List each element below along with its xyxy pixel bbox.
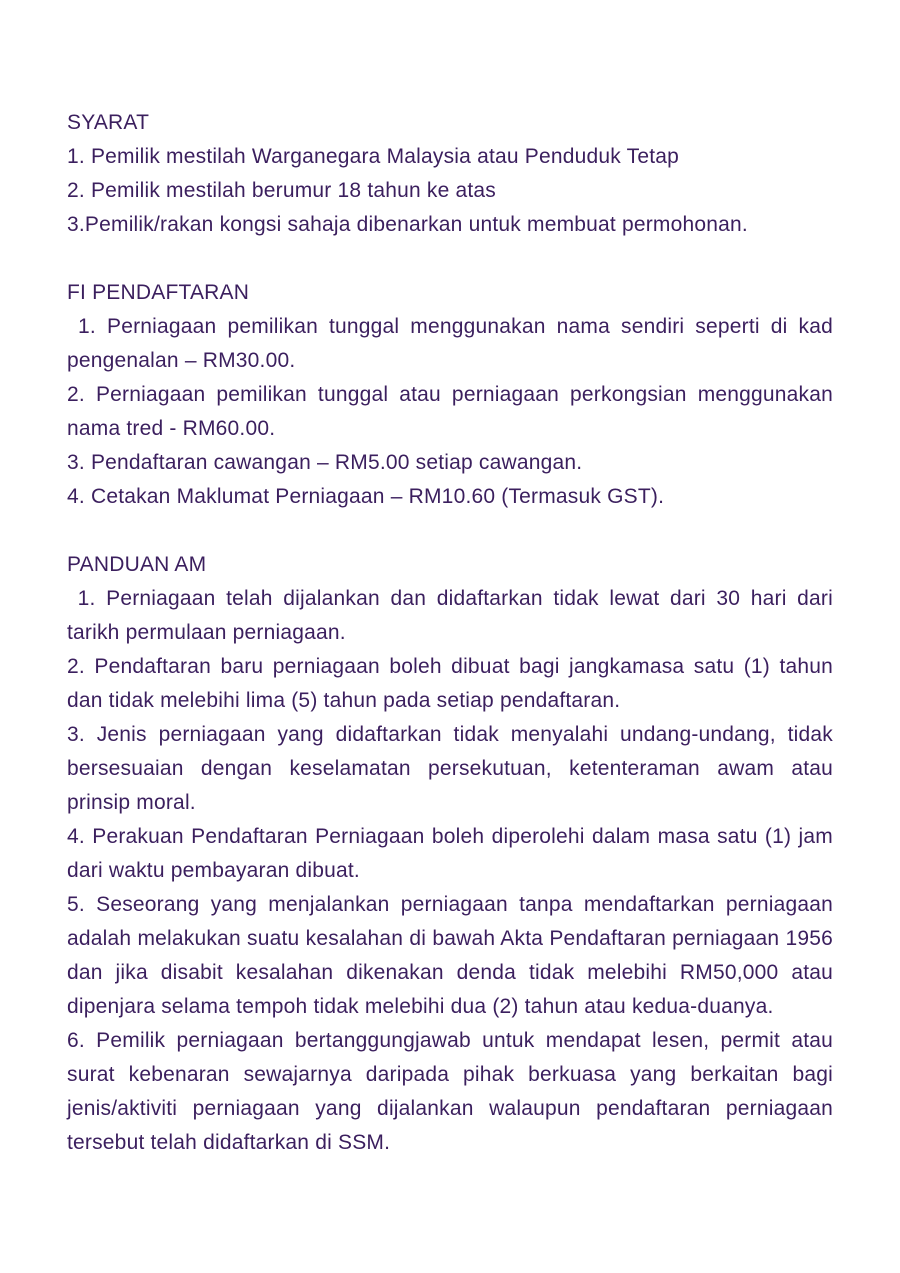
syarat-item: 3.Pemilik/rakan kongsi sahaja dibenarkan untuk membuat permohonan. (67, 213, 748, 236)
fi-pendaftaran-item: 4. Cetakan Maklumat Perniagaan – RM10.60 (Termasuk GST). (67, 485, 665, 508)
panduan-am-heading: PANDUAN AM (67, 553, 207, 576)
fi-pendaftaran-item: 3. Pendaftaran cawangan – RM5.00 setiap cawangan. (67, 451, 583, 474)
section-spacer (67, 242, 833, 276)
panduan-am-item: 2. Pendaftaran baru perniagaan boleh dibuat bagi jangkamasa satu (1) tahun dan tidak melebihi lima (5) tahun pada setiap pendaftaran. (67, 655, 833, 712)
syarat-section (67, 106, 833, 242)
syarat-heading: SYARAT (67, 111, 150, 134)
syarat-item: 2. Pemilik mestilah berumur 18 tahun ke atas (67, 179, 497, 202)
fi-pendaftaran-item: 1. Perniagaan pemilikan tunggal menggunakan nama sendiri seperti di kad pengenalan – RM30.00. (67, 315, 840, 372)
panduan-am-item: 1. Perniagaan telah dijalankan dan didaftarkan tidak lewat dari 30 hari dari tarikh permulaan perniagaan. (67, 587, 840, 644)
fi-pendaftaran-item: 2. Perniagaan pemilikan tunggal atau perniagaan perkongsian menggunakan nama tred - RM60.00. (67, 383, 833, 440)
section-spacer (67, 514, 833, 548)
fi-pendaftaran-heading: FI PENDAFTARAN (67, 281, 250, 304)
panduan-am-section (67, 548, 840, 1160)
panduan-am-item: 4. Perakuan Pendaftaran Perniagaan boleh diperolehi dalam masa satu (1) jam dari waktu pembayaran dibuat. (67, 825, 833, 882)
panduan-am-item: 6. Pemilik perniagaan bertanggungjawab untuk mendapat lesen, permit atau surat kebenaran sewajarnya daripada pihak berkuasa yang berkaitan bagi jenis/aktiviti perniagaan yang dijalankan walaupun pendaftaran perniagaan tersebut telah didaftarkan di SSM. (67, 1029, 833, 1154)
document-page (67, 106, 840, 1160)
panduan-am-item: 5. Seseorang yang menjalankan perniagaan tanpa mendaftarkan perniagaan adalah melakukan suatu kesalahan di bawah Akta Pendaftaran perniagaan 1956 dan jika disabit kesalahan dikenakan denda tidak melebihi RM50,000 atau dipenjara selama tempoh tidak melebihi dua (2) tahun atau kedua-duanya. (67, 893, 833, 1018)
panduan-am-item: 3. Jenis perniagaan yang didaftarkan tidak menyalahi undang-undang, tidak bersesuaian dengan keselamatan persekutuan, ketenteraman awam atau prinsip moral. (67, 723, 833, 814)
fi-pendaftaran-section (67, 276, 840, 514)
syarat-item: 1. Pemilik mestilah Warganegara Malaysia atau Penduduk Tetap (67, 145, 679, 168)
